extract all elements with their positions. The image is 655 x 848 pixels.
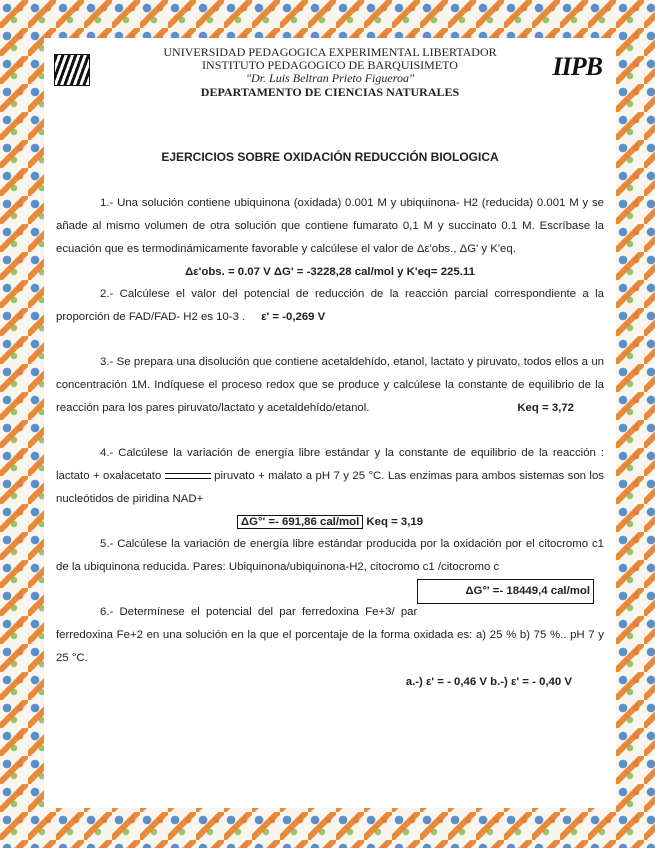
institute-honoree: "Dr. Luis Beltran Prieto Figueroa" — [246, 71, 414, 85]
university-name: UNIVERSIDAD PEDAGOGICA EXPERIMENTAL LIBERTADOR — [163, 45, 497, 59]
question-6: 6.- Determínese el potencial del par ferredoxina Fe+3/ par ferredoxina Fe+2 en una solución en la que el porcentaje de la forma oxidada es: a) 25 % b) 75 %.. pH 7 y 25 °C. — [56, 606, 604, 664]
answer-5: ΔG°' =- 18449,4 cal/mol — [417, 579, 594, 604]
institute-name: INSTITUTO PEDAGOGICO DE BARQUISIMETO — [202, 58, 458, 72]
question-3: 3.- Se prepara una disolución que contiene acetaldehído, etanol, lactato y piruvato, todos ellos a un concentración 1M. Indíquese el proceso redox que se produce y calcúlese la constante de equilibrio de la reacción para los pares piruvato/lactato y acetaldehído/etanol. Keq = 3,72 — [56, 351, 604, 420]
answer-2: ε' = -0,269 V — [261, 311, 326, 323]
exercise-sheet — [56, 150, 604, 694]
header — [44, 44, 616, 102]
page-title: EJERCICIOS SOBRE OXIDACIÓN REDUCCIÓN BIOLOGICA — [161, 150, 499, 164]
document-page — [44, 38, 616, 808]
question-4: 4.- Calcúlese la variación de energía libre estándar y la constante de equilibrio de la reacción : lactato + oxalacetato piruvato + malato a pH 7 y 25 °C. Las enzimas para ambos sistemas son los nucleótidos de piridina NAD+ — [56, 447, 604, 505]
answer-4: ΔG°' =- 691,86 cal/mol Keq = 3,19 — [56, 511, 604, 533]
question-2: 2.- Calcúlese el valor del potencial de reducción de la reacción parcial correspondiente a la proporción de FAD/FAD- H2 es 10-3 . ε' = -0,269 V — [56, 288, 604, 323]
question-1: 1.- Una solución contiene ubiquinona (oxidada) 0.001 M y ubiquinona- H2 (reducida) 0.001 M y se añade al mismo volumen de otra solución que contiene fumarato 0,1 M y succinato 0.1 M. Escríbase la ecuación que es termodinámicamente favorable y calcúlese el valor de Δε'obs., ΔG' y K'eq. — [56, 197, 604, 255]
ipb-logo: IIPB — [552, 52, 602, 81]
department-name: DEPARTAMENTO DE CIENCIAS NATURALES — [200, 85, 460, 99]
answer-1: Δε'obs. = 0.07 V ΔG' = -3228,28 cal/mol y K'eq= 225.11 — [185, 266, 475, 278]
upel-logo — [54, 54, 90, 86]
question-5: 5.- Calcúlese la variación de energía libre estándar producida por la oxidación por el citocromo c1 de la ubiquinona reducida. Pares: Ubiquinona/ubiquinona-H2, citocromo c1 /citocromo c ΔG°' =- 18449,4 cal/mol — [56, 533, 604, 579]
equilibrium-arrow-icon — [165, 471, 211, 481]
answer-6: a.-) ε' = - 0,46 V b.-) ε' = - 0,40 V — [405, 676, 572, 688]
answer-3: Keq = 3,72 — [517, 402, 574, 414]
